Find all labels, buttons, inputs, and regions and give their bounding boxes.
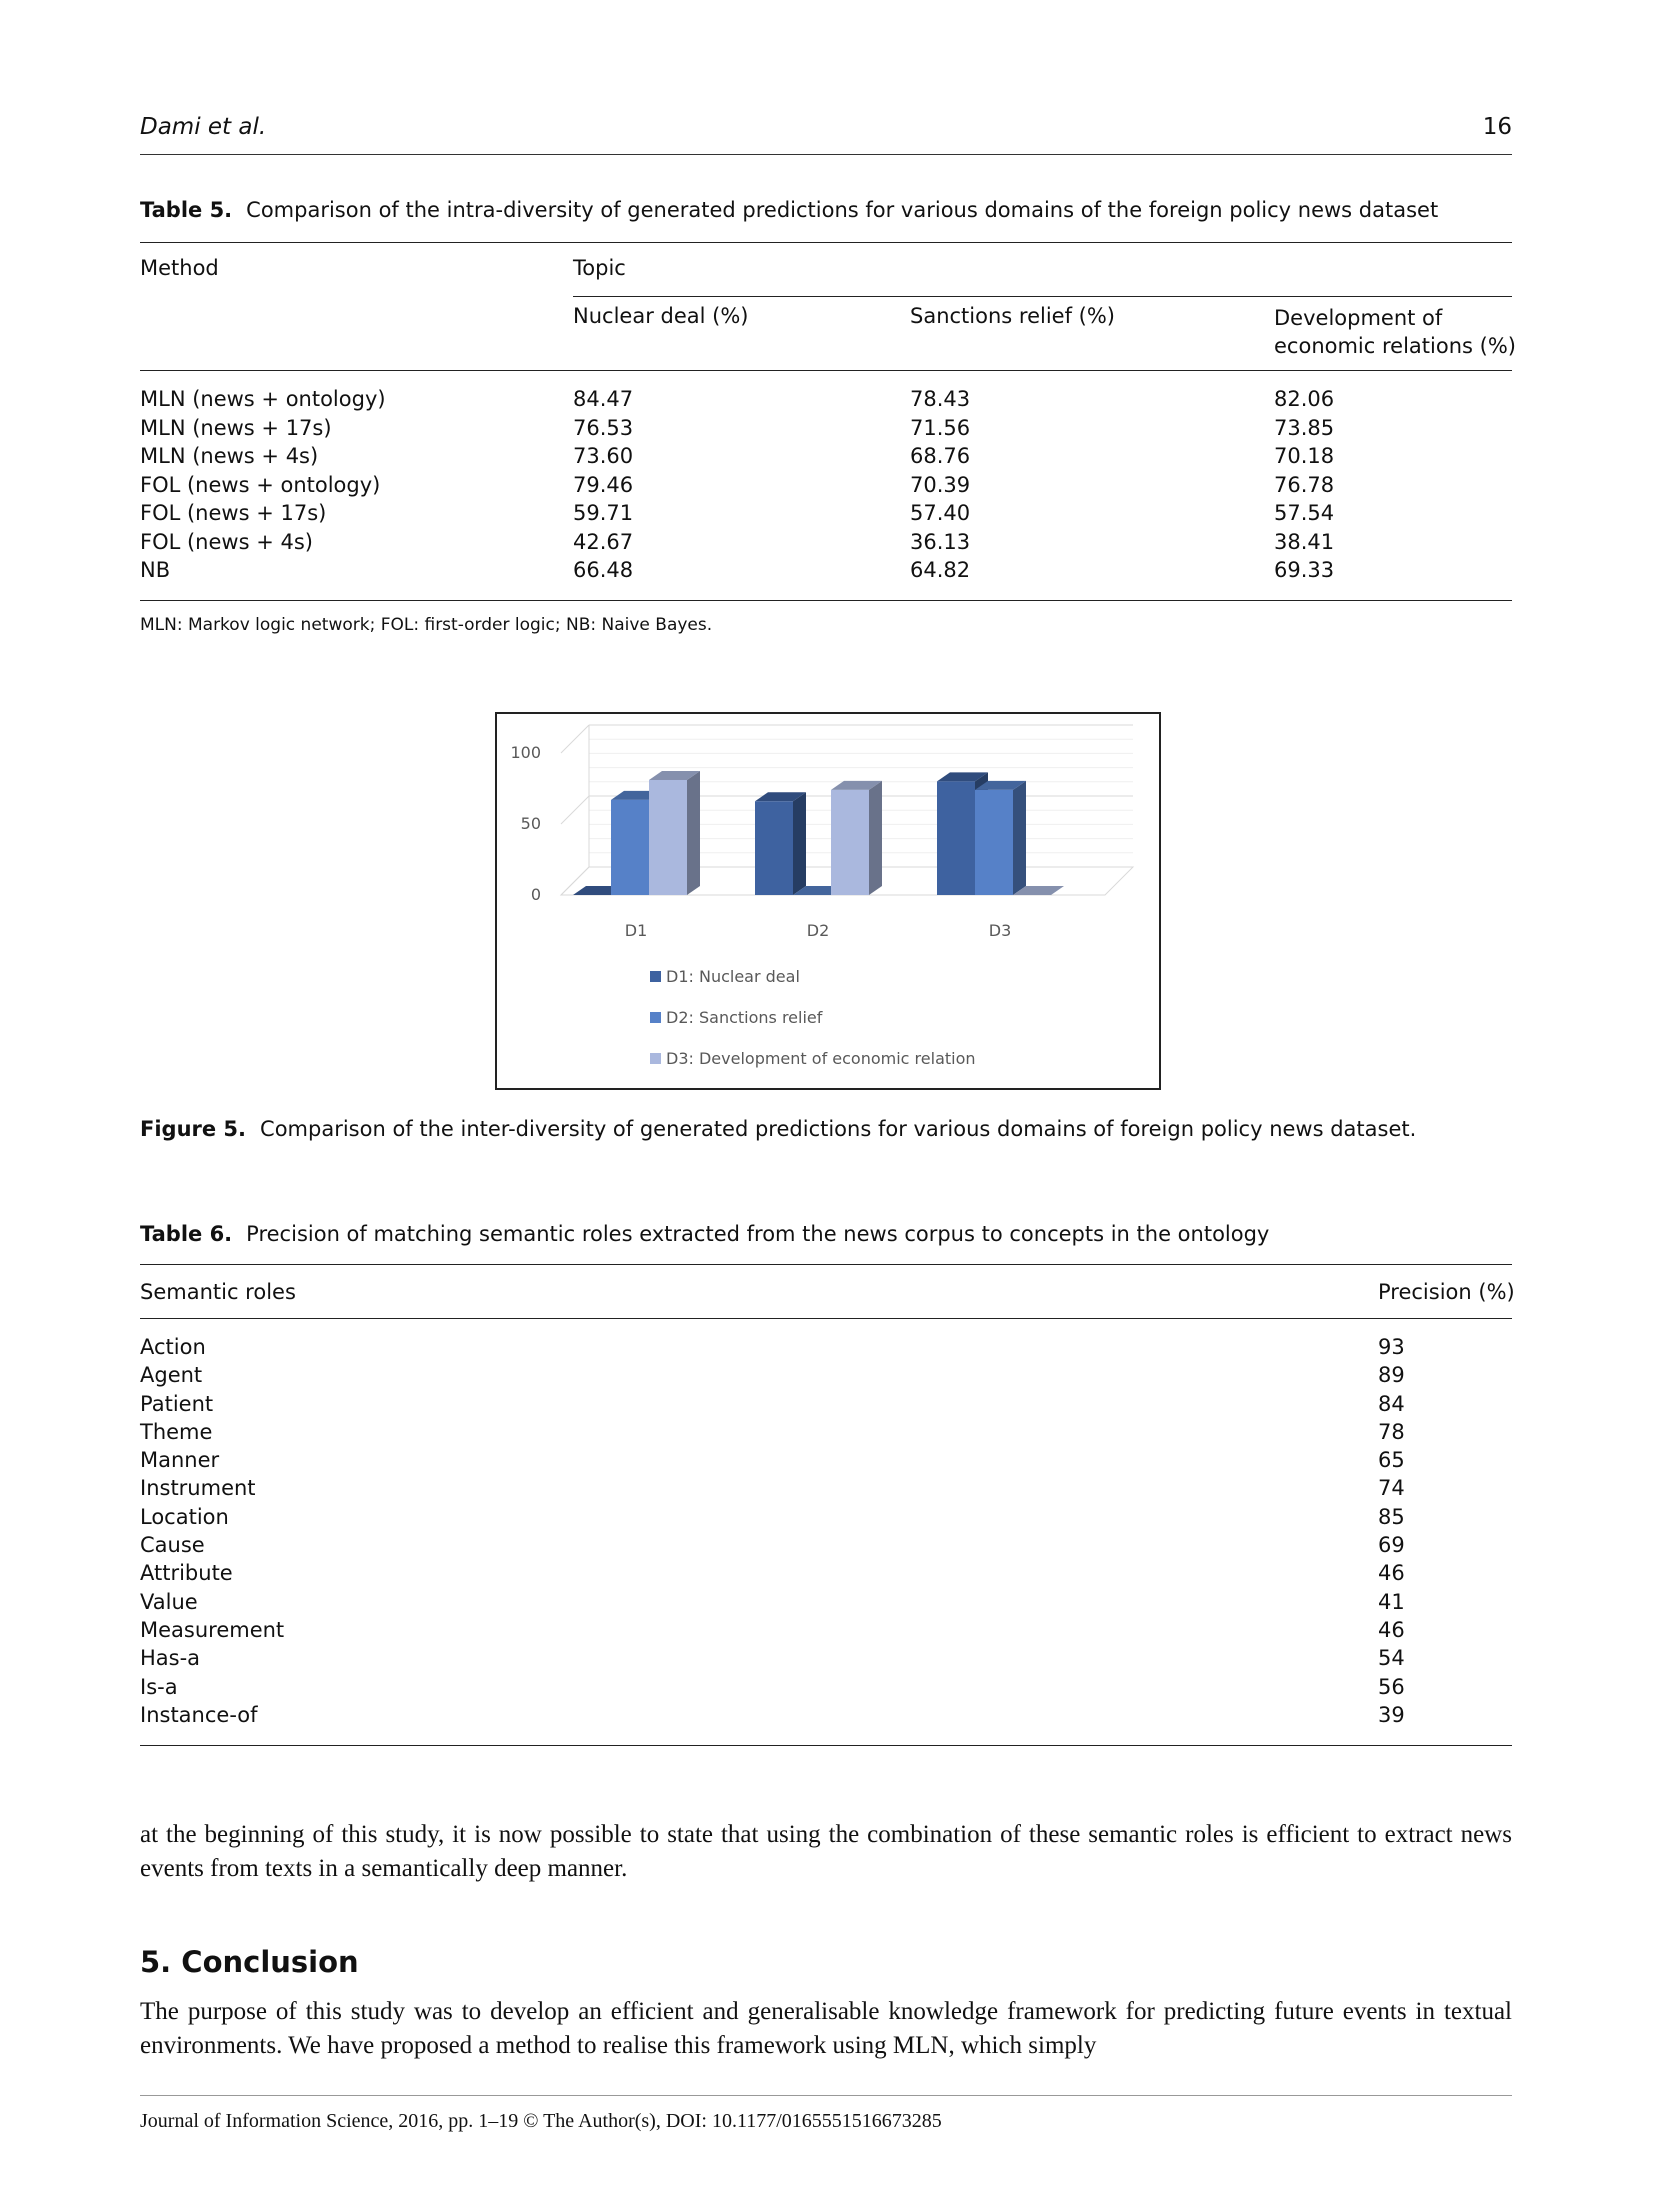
table5-row-method: FOL (news + 17s) [140,501,327,525]
chart-x-tick-label: D1 [624,921,648,940]
table6-role: Has-a [140,1646,201,1671]
table5-economic-column [1274,385,1334,585]
table6-role: Instance-of [140,1702,258,1727]
table6-role: Cause [140,1533,205,1558]
body-paragraph: at the beginning of this study, it is now possible to state that using the combination of these semantic roles is efficient to extract news events from texts in a semantically deep manner. [140,1821,1512,1882]
table5-row-method: MLN (news + 4s) [140,444,319,468]
table5-header-rule [140,370,1512,371]
table5-label: Table 5. [140,198,233,222]
table5-topic-rule [573,296,1512,297]
chart-bar-side [869,781,882,895]
footer-rule [140,2095,1512,2096]
figure5-chart-svg [497,714,1159,1088]
table6-role: Is-a [140,1674,178,1699]
table5-row-method: FOL (news + ontology) [140,472,381,497]
table5-cell: 59.71 [573,501,634,525]
chart-x-tick-label: D2 [806,921,830,940]
chart-bar [649,780,687,895]
chart-legend-label: D1: Nuclear deal [666,967,800,986]
figure5-chart [495,712,1161,1090]
table5-sanctions-column [910,385,970,585]
table6-role: Instrument [140,1476,256,1501]
table5-cell: 57.40 [910,501,971,525]
chart-bar [755,801,793,895]
chart-bar [831,790,869,895]
table5-cell: 84.47 [573,387,634,411]
table5-cell: 64.82 [910,558,971,582]
table6-role: Action [140,1335,206,1359]
table5-row-method: FOL (news + 4s) [140,529,313,554]
chart-bar-side [1013,781,1026,895]
table6-caption-text: Precision of matching semantic roles extracted from the news corpus to concepts in the ontology [246,1222,1270,1246]
chart-bar-side [687,771,700,895]
table6-precision: 69 [1378,1533,1405,1558]
table5-col-nuclear-deal: Nuclear deal (%) [573,304,749,328]
table5-cell: 70.39 [910,472,971,497]
chart-legend-label: D3: Development of economic relation [666,1049,976,1068]
table5-caption [140,198,1438,222]
table6-precision: 46 [1378,1561,1405,1586]
chart-legend-label: D2: Sanctions relief [666,1008,823,1027]
table6-roles-column [140,1333,284,1729]
table6-precision: 74 [1378,1476,1405,1501]
table6-bottom-rule [140,1745,1512,1746]
chart-y-tick-label: 100 [510,743,541,762]
table6-role: Location [140,1504,229,1529]
chart-legend-swatch [650,971,661,982]
running-header-authors: Dami et al. [140,114,267,140]
table6-precision: 65 [1378,1448,1405,1473]
table6-precision: 85 [1378,1504,1405,1529]
table5-cell: 76.53 [573,415,634,440]
chart-gridline-side [561,796,589,824]
table5-cell: 73.60 [573,444,634,468]
chart-bar [611,800,649,895]
table5-topic-header: Topic [573,256,626,280]
table5-row-method: MLN (news + 17s) [140,415,332,440]
table5-col-economic-line2: economic relations (%) [1274,334,1516,358]
table5-top-rule [140,242,1512,243]
figure5-caption [140,1117,1416,1141]
figure5-caption-text: Comparison of the inter-diversity of generated predictions for various domains of foreign policy news dataset. [260,1117,1417,1141]
table6-precision: 84 [1378,1391,1405,1416]
table5-cell: 57.54 [1274,501,1335,525]
page-number: 16 [1482,114,1512,140]
chart-bar [975,790,1013,895]
table5-footnote: MLN: Markov logic network; FOL: first-order logic; NB: Naive Bayes. [140,615,713,635]
table6-precision-header: Precision (%) [1378,1280,1515,1304]
table5-methods-column [140,385,386,585]
table6-precision: 89 [1378,1363,1405,1388]
table5-cell: 68.76 [910,444,971,468]
table6-role: Manner [140,1448,220,1473]
table5-cell: 79.46 [573,472,634,497]
table5-caption-text: Comparison of the intra-diversity of generated predictions for various domains of the foreign policy news dataset [246,198,1439,222]
table6-role: Patient [140,1391,214,1416]
table6-precision: 41 [1378,1589,1405,1614]
table5-cell: 82.06 [1274,387,1335,411]
table5-cell: 71.56 [910,415,971,440]
chart-legend-swatch [650,1012,661,1023]
table5-cell: 36.13 [910,529,971,554]
table6-role: Theme [140,1419,213,1444]
chart-bar-side [793,792,806,895]
table6-role: Attribute [140,1561,233,1586]
table5-cell: 73.85 [1274,415,1335,440]
table6-role: Measurement [140,1617,285,1642]
table5-col-economic-relations [1274,304,1516,360]
table6-precision: 93 [1378,1335,1405,1359]
table6-top-rule [140,1264,1512,1265]
chart-y-tick-label: 0 [530,885,541,904]
table6-role: Value [140,1589,198,1614]
table5-col-economic-line1: Development of [1274,306,1443,330]
table6-precision: 46 [1378,1617,1405,1642]
table5-row-method: MLN (news + ontology) [140,387,386,411]
table5-cell: 78.43 [910,387,971,411]
chart-legend-swatch [650,1053,661,1064]
body-paragraph: The purpose of this study was to develop an efficient and generalisable knowledge framework for predicting future events in textual environments. We have proposed a method to realise this framework using MLN, which simply [140,1998,1512,2059]
table6-precision: 54 [1378,1646,1405,1671]
footer-citation: Journal of Information Science, 2016, pp. 1–19 © The Author(s), DOI: 10.1177/0165551516673285 [140,2110,942,2132]
table5-cell: 66.48 [573,558,634,582]
table5-col-sanctions-relief: Sanctions relief (%) [910,304,1115,328]
table6-role-header: Semantic roles [140,1280,296,1304]
table5-cell: 42.67 [573,529,634,554]
chart-bar [937,781,975,895]
running-header [140,114,1512,155]
table6-precision: 39 [1378,1702,1405,1727]
table6-caption [140,1222,1269,1246]
table6-precision-column [1378,1333,1405,1729]
table6-label: Table 6. [140,1222,233,1246]
chart-x-tick-label: D3 [988,921,1012,940]
table5-method-header: Method [140,256,219,280]
table5-nuclear-column [573,385,633,585]
table5-cell: 69.33 [1274,558,1335,582]
table5-cell: 70.18 [1274,444,1335,468]
table6-precision: 56 [1378,1674,1405,1699]
section-heading: 5. Conclusion [140,1945,359,1979]
table5-cell: 38.41 [1274,529,1335,554]
table5-bottom-rule [140,600,1512,601]
table5-cell: 76.78 [1274,472,1335,497]
table6-header-rule [140,1318,1512,1319]
table5-row-method: NB [140,558,171,582]
table6-precision: 78 [1378,1419,1405,1444]
table6-role: Agent [140,1363,203,1388]
chart-gridline-side [561,725,589,753]
chart-y-tick-label: 50 [520,814,541,833]
figure5-label: Figure 5. [140,1117,247,1141]
